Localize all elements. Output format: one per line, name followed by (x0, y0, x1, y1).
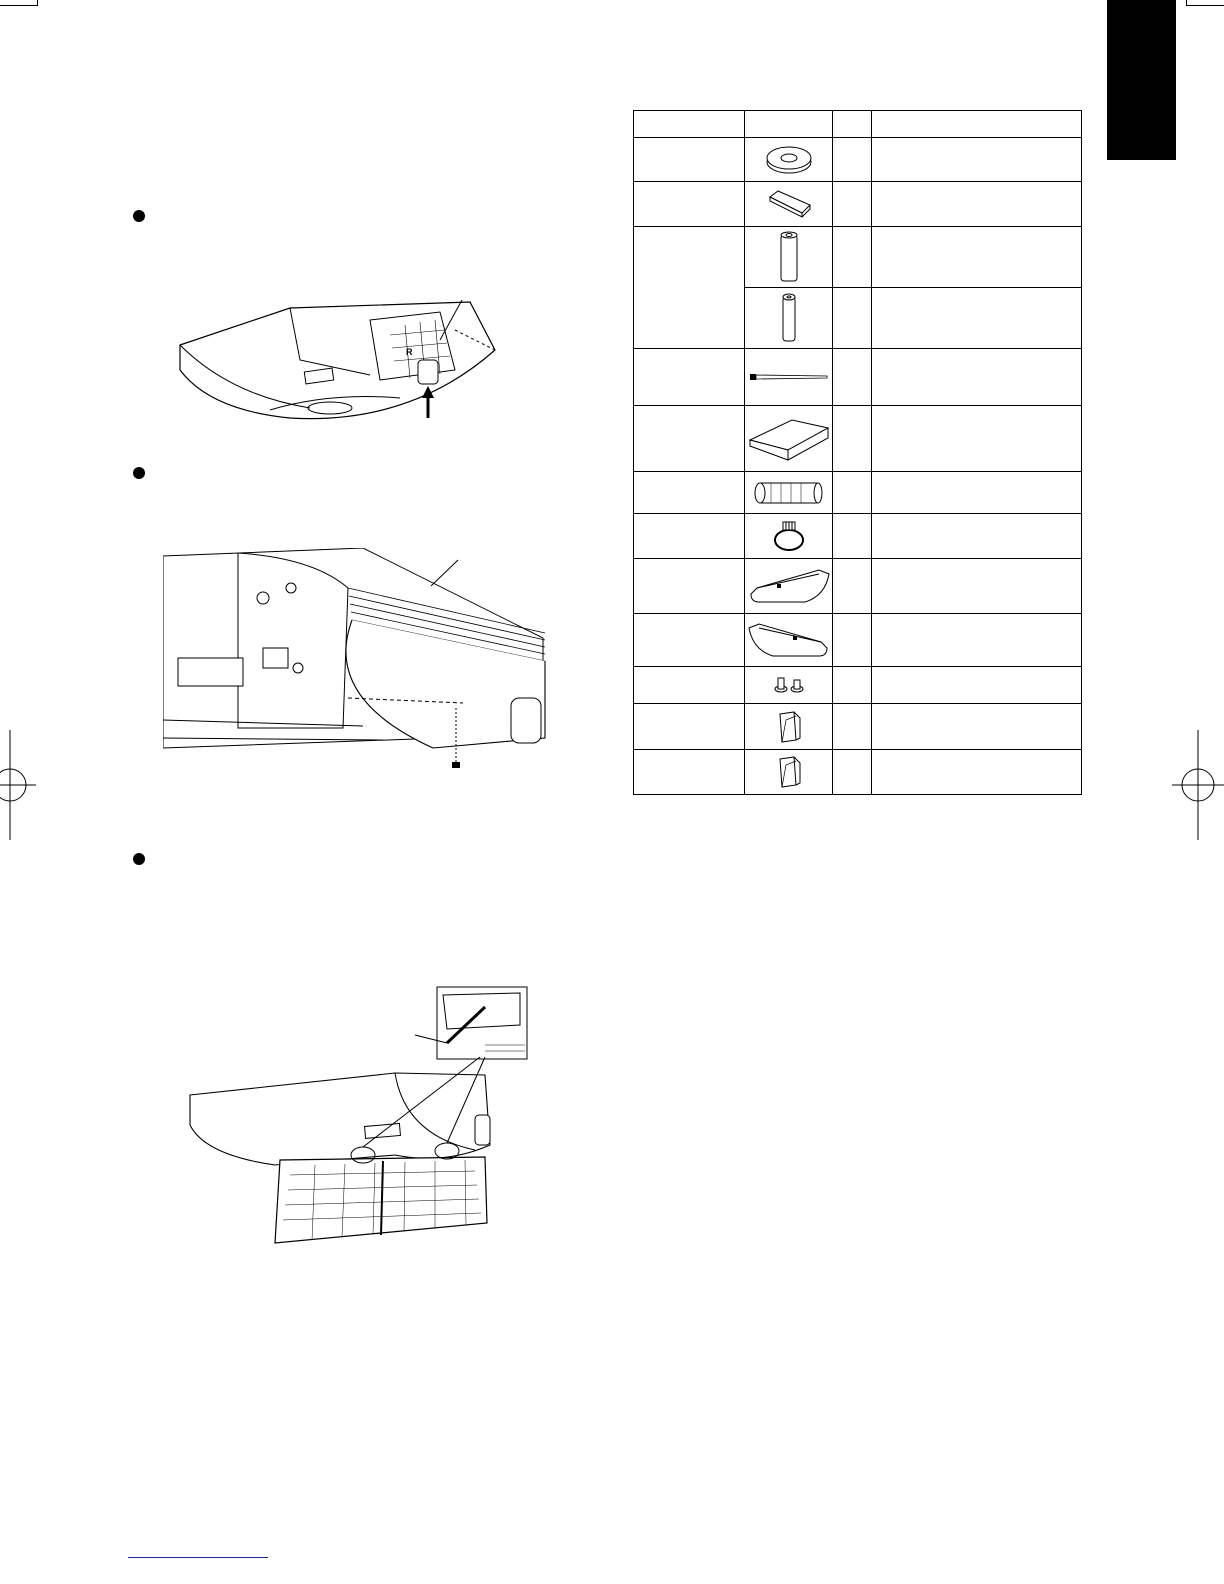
table-row (634, 559, 1082, 614)
row-remarks (872, 288, 1082, 349)
row-remarks (872, 349, 1082, 406)
table-row (634, 704, 1082, 750)
registration-mark-left (0, 730, 36, 840)
footer-rule (128, 1557, 268, 1558)
row-name (634, 472, 745, 514)
row-qty (833, 472, 872, 514)
row-name (634, 514, 745, 559)
header-figure (745, 111, 833, 138)
row-qty (833, 614, 872, 667)
row-name (634, 704, 745, 750)
row-remarks (872, 406, 1082, 472)
insulation-pad-icon (745, 182, 833, 227)
row-name (634, 138, 745, 182)
crop-mark (1186, 5, 1224, 6)
table-row (634, 349, 1082, 406)
table-row (634, 614, 1082, 667)
table-row (634, 750, 1082, 795)
accessory-table (633, 110, 1082, 795)
row-qty (833, 227, 872, 288)
row-qty (833, 138, 872, 182)
row-name (634, 406, 745, 472)
header-qty (833, 111, 872, 138)
table-row (634, 406, 1082, 472)
row-remarks (872, 559, 1082, 614)
row-name (634, 182, 745, 227)
row-remarks (872, 704, 1082, 750)
row-remarks (872, 182, 1082, 227)
bullet-2 (133, 467, 145, 479)
bullet-1 (133, 210, 145, 222)
row-qty (833, 667, 872, 704)
row-name (634, 349, 745, 406)
table-row (634, 182, 1082, 227)
insulation-tube-small-icon (745, 288, 833, 349)
crop-mark (0, 5, 38, 6)
row-remarks (872, 227, 1082, 288)
screws-icon (745, 667, 833, 704)
registration-mark-right (1172, 730, 1224, 840)
insulation-tube-large-icon (745, 227, 833, 288)
side-cover-left-icon (745, 559, 833, 614)
row-name (634, 750, 745, 795)
manual-booklet-icon (745, 704, 833, 750)
row-qty (833, 182, 872, 227)
drain-hose-icon (745, 472, 833, 514)
row-qty (833, 514, 872, 559)
row-qty (833, 406, 872, 472)
figure-panel-removal (163, 548, 548, 778)
sealing-block-icon (745, 406, 833, 472)
header-name (634, 111, 745, 138)
row-qty (833, 750, 872, 795)
figure-side-cover-removal (170, 300, 510, 425)
row-name (634, 227, 745, 349)
row-remarks (872, 667, 1082, 704)
cable-tie-icon (745, 349, 833, 406)
hose-clamp-icon (745, 514, 833, 559)
row-remarks (872, 472, 1082, 514)
row-name (634, 614, 745, 667)
label-r: R (406, 347, 413, 357)
washer-icon (745, 138, 833, 182)
row-remarks (872, 514, 1082, 559)
figure-filter-removal (185, 985, 530, 1255)
section-tab (1107, 0, 1176, 160)
table-row (634, 667, 1082, 704)
manual-booklet-icon (745, 750, 833, 795)
row-remarks (872, 138, 1082, 182)
row-qty (833, 288, 872, 349)
row-name (634, 667, 745, 704)
table-row (634, 514, 1082, 559)
row-remarks (872, 614, 1082, 667)
row-name (634, 559, 745, 614)
row-qty (833, 349, 872, 406)
table-row (634, 138, 1082, 182)
row-qty (833, 559, 872, 614)
row-qty (833, 704, 872, 750)
table-row (634, 227, 1082, 288)
bullet-3 (133, 853, 145, 865)
header-remarks (872, 111, 1082, 138)
table-row (634, 472, 1082, 514)
row-remarks (872, 750, 1082, 795)
table-header-row (634, 111, 1082, 138)
side-cover-right-icon (745, 614, 833, 667)
